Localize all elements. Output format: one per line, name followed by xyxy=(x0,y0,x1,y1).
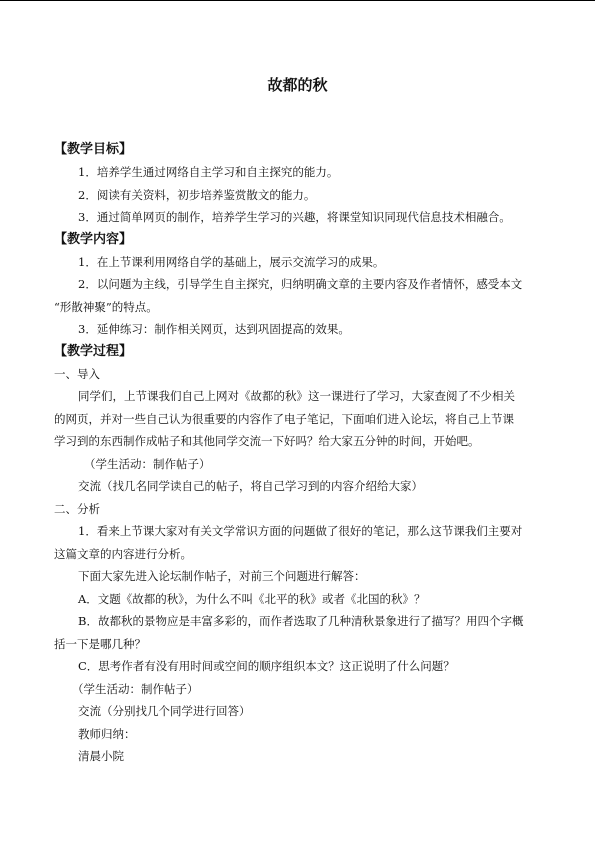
part-title: 一、导入 xyxy=(54,366,100,381)
top-rule xyxy=(0,0,595,1)
paragraph-line: 下面大家先进入论坛制作帖子，对前三个问题进行解答： xyxy=(78,569,366,583)
content-item: 3．延伸练习：制作相关网页，达到巩固提高的效果。 xyxy=(78,322,350,336)
content-item: 2．以问题为主线，引导学生自主探究，归纳明确文章的主要内容及作者情怀，感受本文 xyxy=(78,277,523,291)
page-title: 故都的秋 xyxy=(267,76,328,94)
content-item: 1．在上节课利用网络自学的基础上，展示交流学习的成果。 xyxy=(78,254,385,269)
goal-item: 3．通过简单网页的制作，培养学生学习的兴趣，将课堂知识同现代信息技术相融合。 xyxy=(78,210,511,224)
content-heading: 【教学内容】 xyxy=(54,231,133,247)
paragraph-line: 学习到的东西制作成帖子和其他同学交流一下好吗？给大家五分钟的时间，开始吧。 xyxy=(54,434,480,448)
part-title: 二、分析 xyxy=(54,501,100,516)
paragraph-line: 这篇文章的内容进行分析。 xyxy=(54,546,192,561)
paragraph-line: 的网页，并对一些自己认为很重要的内容作了电子笔记，下面咱们进入论坛，将自己上节课 xyxy=(54,411,514,426)
paragraph-line: 同学们，上节课我们自己上网对《故都的秋》这一课进行了学习，大家查阅了不少相关 xyxy=(78,389,515,403)
goal-item: 2．阅读有关资料，初步培养鉴赏散文的能力。 xyxy=(78,187,316,202)
question-b-continuation: 括一下是哪几种？ xyxy=(54,636,146,651)
teacher-summary: 教师归纳： xyxy=(78,726,136,741)
activity-note: （学生活动：制作帖子） xyxy=(84,456,211,471)
exchange-note: 交流（分别找几个同学进行回答） xyxy=(78,704,251,718)
goals-heading: 【教学目标】 xyxy=(54,142,133,157)
scene-item: 清晨小院 xyxy=(78,749,124,763)
content-item-continuation: “形散神聚”的特点。 xyxy=(54,299,158,314)
document-body xyxy=(54,139,544,768)
activity-note: （学生活动：制作帖子） xyxy=(72,681,199,696)
question-c: C．思考作者有没有用时间或空间的顺序组织本文？这正说明了什么问题？ xyxy=(78,659,455,673)
question-a: A．文题《故都的秋》，为什么不叫《北平的秋》或者《北国的秋》？ xyxy=(78,591,426,606)
process-heading: 【教学过程】 xyxy=(54,343,133,359)
goal-item: 1．培养学生通过网络自主学习和自主探究的能力。 xyxy=(78,165,339,179)
paragraph-line: 1．看来上节课大家对有关文学常识方面的问题做了很好的笔记，那么这节课我们主要对 xyxy=(78,524,523,538)
question-b: B．故都秋的景物应是丰富多彩的，而作者选取了几种清秋景象进行了描写？用四个字概 xyxy=(78,614,524,628)
exchange-note: 交流（找几名同学读自己的帖子，将自己学习到的内容介绍给大家） xyxy=(78,479,423,493)
